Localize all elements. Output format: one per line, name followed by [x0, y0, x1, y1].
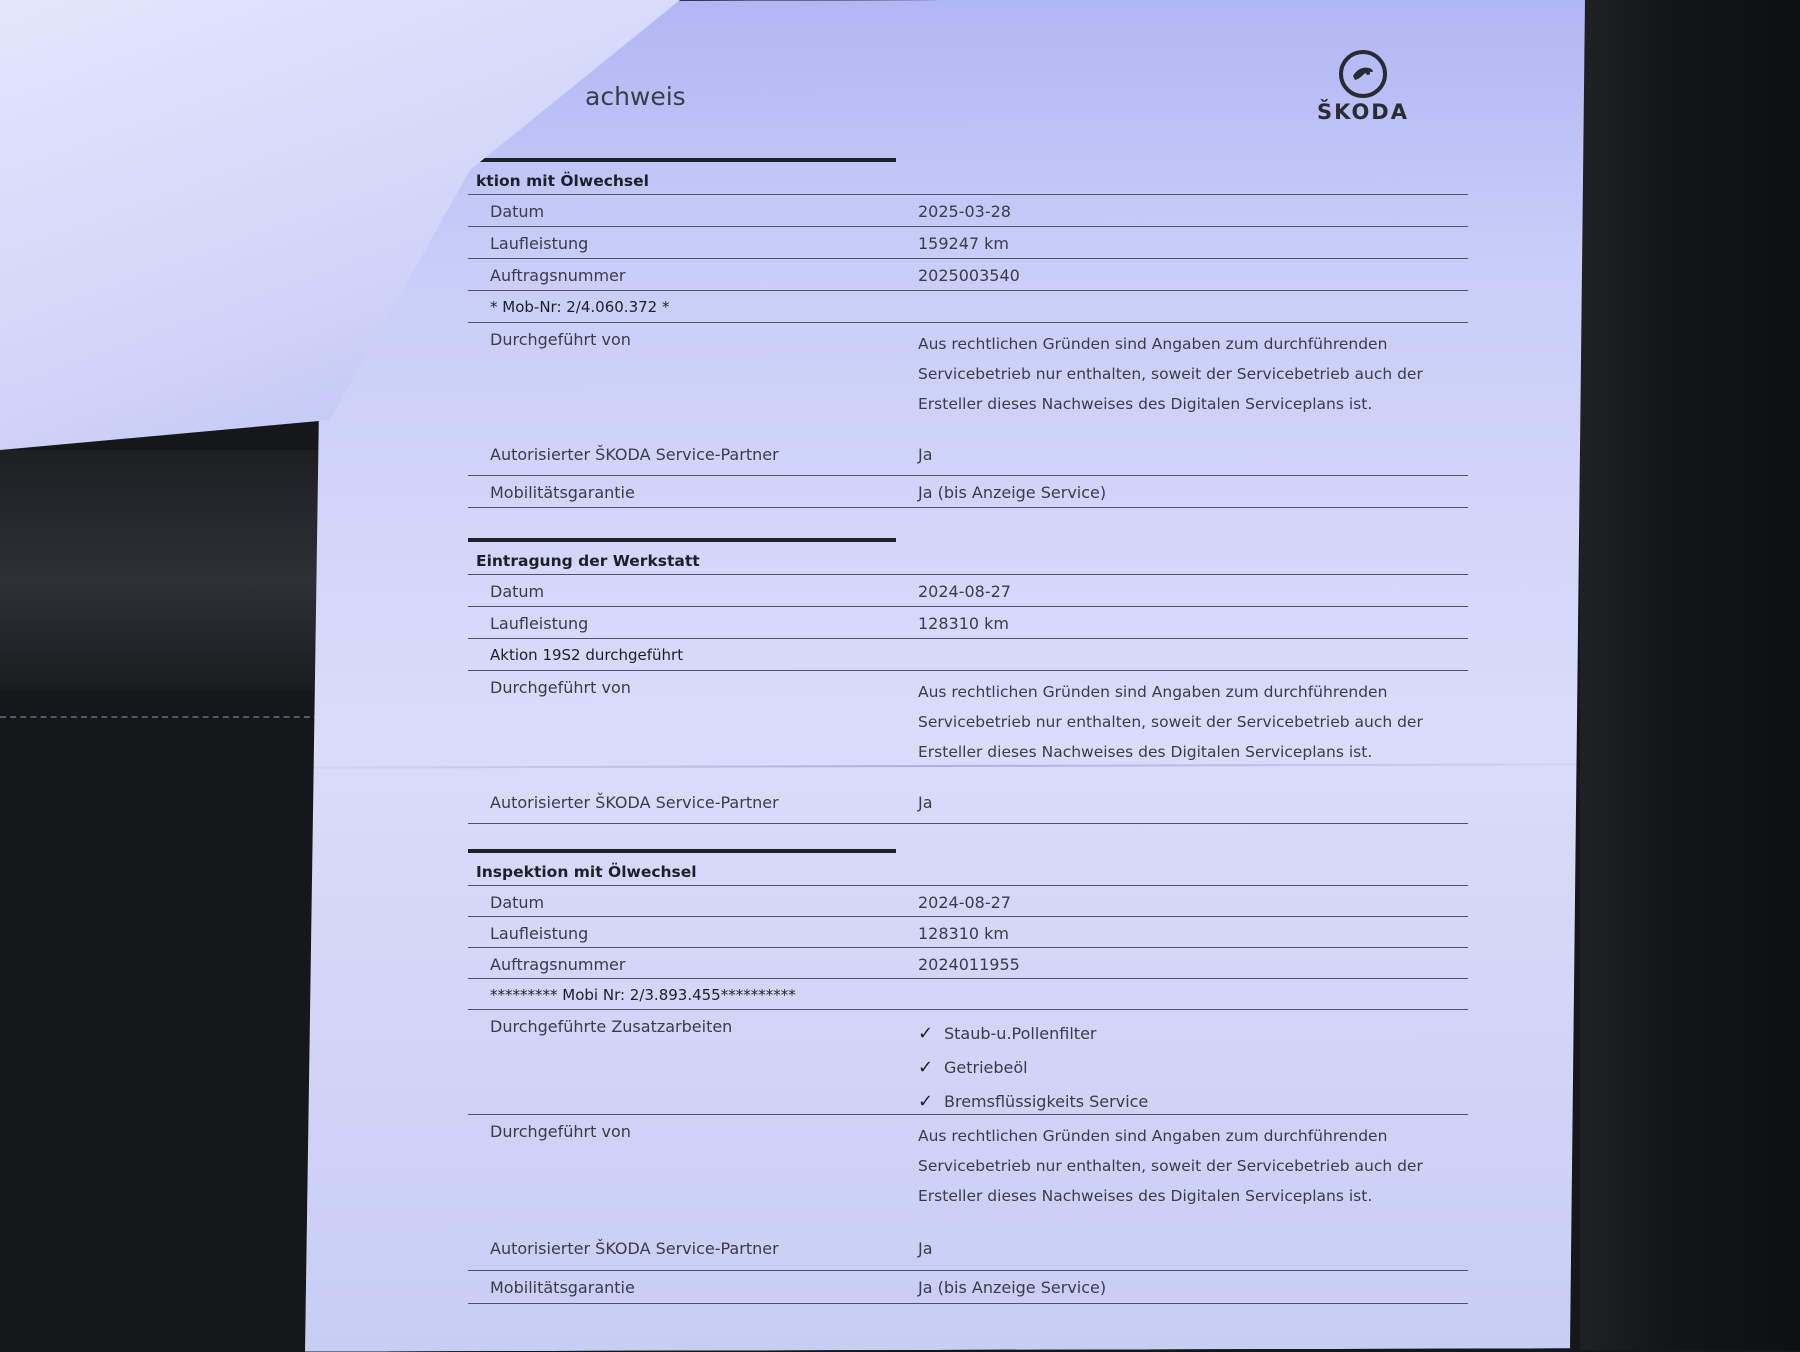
- skoda-logo-icon: [1339, 50, 1387, 98]
- value-partner: Ja: [918, 445, 933, 464]
- row-datum: [468, 194, 1468, 226]
- label-durchgefuehrt: Durchgeführt von: [490, 1122, 631, 1141]
- label-zusatzarbeiten: Durchgeführte Zusatzarbeiten: [490, 1017, 733, 1036]
- row-note: [468, 290, 1468, 322]
- label-datum: Datum: [490, 582, 545, 601]
- row-laufleistung: [468, 916, 1468, 947]
- value-partner: Ja: [918, 1239, 933, 1258]
- row-datum: [468, 885, 1468, 916]
- row-laufleistung: [468, 226, 1468, 258]
- label-mobilitaet: Mobilitätsgarantie: [490, 483, 635, 502]
- label-partner: Autorisierter ŠKODA Service-Partner: [490, 793, 779, 812]
- label-durchgefuehrt: Durchgeführt von: [490, 678, 631, 697]
- section-title: Eintragung der Werkstatt: [476, 552, 700, 570]
- zusatz-item: Staub-u.Pollenfilter: [944, 1023, 1097, 1043]
- value-auftragsnummer: 2024011955: [918, 955, 1020, 974]
- section-bar: [468, 158, 896, 162]
- section-header: [468, 158, 1468, 194]
- row-end: [468, 823, 1468, 824]
- list-item: [918, 1016, 1148, 1050]
- row-laufleistung: [468, 606, 1468, 638]
- label-laufleistung: Laufleistung: [490, 924, 589, 943]
- value-laufleistung: 128310 km: [918, 614, 1010, 633]
- section-bar: [468, 538, 896, 542]
- label-datum: Datum: [490, 202, 545, 221]
- value-partner: Ja: [918, 793, 933, 812]
- value-datum: 2024-08-27: [918, 893, 1011, 912]
- value-laufleistung: 159247 km: [918, 234, 1010, 253]
- value-mobilitaet: Ja (bis Anzeige Service): [918, 1278, 1107, 1297]
- zusatzarbeiten-list: [918, 1016, 1148, 1118]
- value-durchgefuehrt: Aus rechtlichen Gründen sind Angaben zum durchführenden Servicebetrieb nur enthalten, soweit der Servicebetrieb auch der Ersteller dieses Nachweises des Digitalen Serviceplans ist.: [918, 335, 1423, 413]
- row-datum: [468, 574, 1468, 606]
- section-bar: [468, 849, 896, 853]
- section-header: [468, 849, 1468, 885]
- row-end: [468, 1303, 1468, 1304]
- value-durchgefuehrt: Aus rechtlichen Gründen sind Angaben zum durchführenden Servicebetrieb nur enthalten, soweit der Servicebetrieb auch der Ersteller dieses Nachweises des Digitalen Serviceplans ist.: [918, 683, 1423, 761]
- row-end: [468, 507, 1468, 508]
- list-item: [918, 1084, 1148, 1118]
- row-zusatzarbeiten: [468, 1009, 1468, 1114]
- row-durchgefuehrt: [468, 322, 1468, 475]
- section-title: ktion mit Ölwechsel: [476, 172, 649, 190]
- zusatz-item: Getriebeöl: [944, 1057, 1028, 1077]
- check-icon: ✓: [918, 1056, 934, 1078]
- label-durchgefuehrt: Durchgeführt von: [490, 330, 631, 349]
- row-durchgefuehrt: [468, 670, 1468, 823]
- check-icon: ✓: [918, 1022, 934, 1044]
- value-laufleistung: 128310 km: [918, 924, 1010, 943]
- document-title: achweis: [585, 82, 686, 111]
- value-auftragsnummer: 2025003540: [918, 266, 1020, 285]
- value-mobilitaet: Ja (bis Anzeige Service): [918, 483, 1107, 502]
- list-item: [918, 1050, 1148, 1084]
- zusatz-item: Bremsflüssigkeits Service: [944, 1091, 1149, 1111]
- label-laufleistung: Laufleistung: [490, 234, 589, 253]
- label-partner: Autorisierter ŠKODA Service-Partner: [490, 1239, 779, 1258]
- mobility-note: ********* Mobi Nr: 2/3.893.455**********: [490, 986, 796, 1004]
- row-note: [468, 978, 1468, 1009]
- row-durchgefuehrt: [468, 1114, 1468, 1270]
- value-datum: 2024-08-27: [918, 582, 1011, 601]
- row-mobilitaet: [468, 1270, 1468, 1303]
- label-datum: Datum: [490, 893, 545, 912]
- section-inspektion-2024: [468, 849, 1468, 1304]
- mobility-note: * Mob-Nr: 2/4.060.372 *: [490, 298, 670, 316]
- label-mobilitaet: Mobilitätsgarantie: [490, 1278, 635, 1297]
- row-note: [468, 638, 1468, 670]
- section-title: Inspektion mit Ölwechsel: [476, 863, 697, 881]
- value-datum: 2025-03-28: [918, 202, 1011, 221]
- logo-wordmark: ŠKODA: [1317, 100, 1409, 124]
- label-partner: Autorisierter ŠKODA Service-Partner: [490, 445, 779, 464]
- row-mobilitaet: [468, 475, 1468, 507]
- car-seat-background-right: [1580, 0, 1800, 1350]
- section-inspektion-2025: [468, 158, 1468, 508]
- label-laufleistung: Laufleistung: [490, 614, 589, 633]
- row-auftragsnummer: [468, 258, 1468, 290]
- label-auftragsnummer: Auftragsnummer: [490, 955, 626, 974]
- section-werkstatt: [468, 538, 1468, 824]
- row-auftragsnummer: [468, 947, 1468, 978]
- aktion-note: Aktion 19S2 durchgeführt: [490, 646, 684, 664]
- skoda-logo: [1308, 50, 1418, 124]
- value-durchgefuehrt: Aus rechtlichen Gründen sind Angaben zum durchführenden Servicebetrieb nur enthalten, soweit der Servicebetrieb auch der Ersteller dieses Nachweises des Digitalen Serviceplans ist.: [918, 1127, 1423, 1205]
- section-header: [468, 538, 1468, 574]
- check-icon: ✓: [918, 1090, 934, 1112]
- label-auftragsnummer: Auftragsnummer: [490, 266, 626, 285]
- seat-seam: [0, 716, 320, 718]
- car-seat-background: [0, 450, 340, 690]
